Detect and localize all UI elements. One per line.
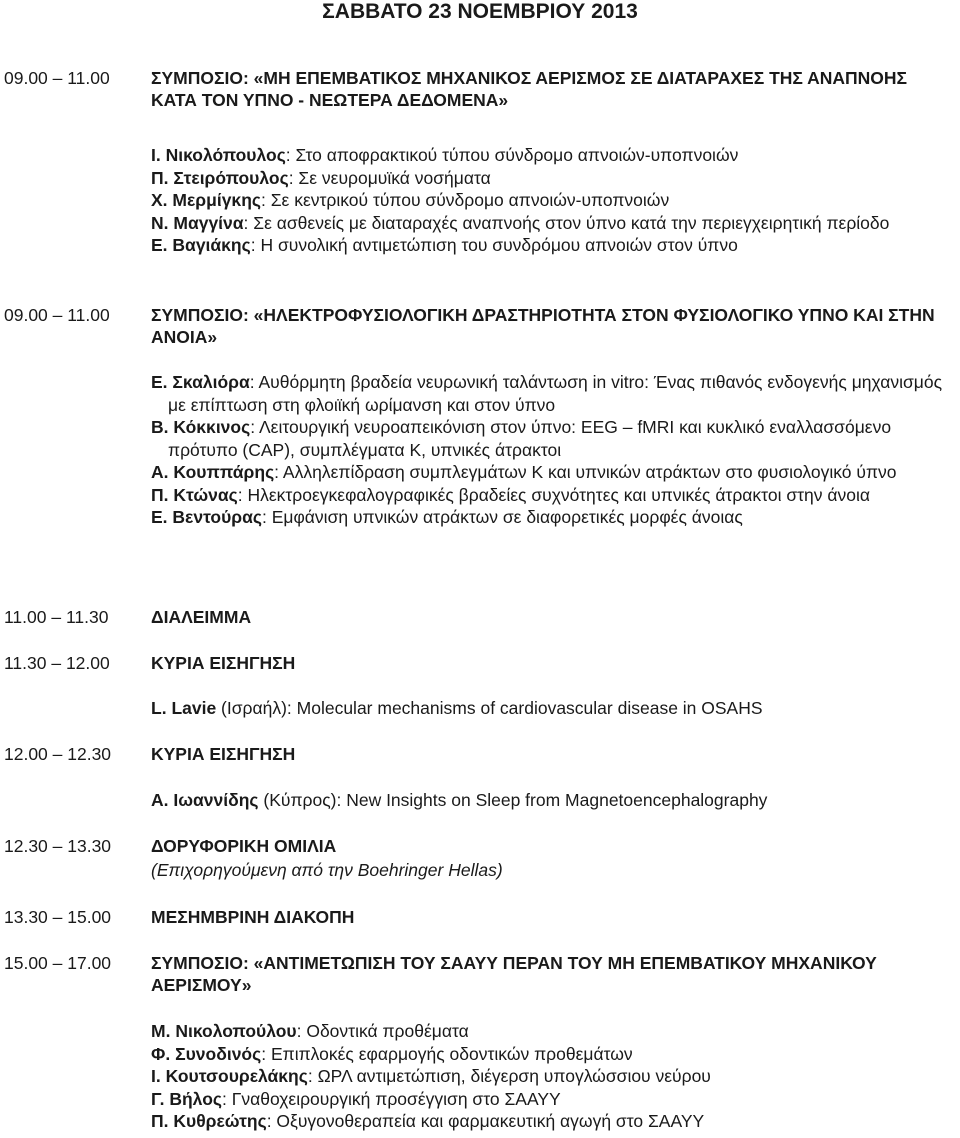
speaker-name: Νικολοπούλου (175, 1021, 297, 1041)
sponsor-note: (Επιχορηγούμενη από την Boehringer Hellas) (151, 860, 503, 880)
talk-title: : Στο αποφρακτικού τύπου σύνδρομο απνοιών-υποπνοιών (285, 145, 739, 165)
speaker-name: Κυθρεώτης (173, 1111, 267, 1131)
talk-item: Ε. Βεντούρας: Εμφάνιση υπνικών ατράκτων σε διαφορετικές μορφές άνοιας (151, 507, 743, 527)
speaker-name: Νικολόπουλος (165, 145, 286, 165)
talk-list (151, 371, 960, 529)
speaker-name: Βήλος (169, 1088, 222, 1109)
talk-list (151, 789, 960, 812)
talk-item: Β. Κόκκινος: Λειτουργική νευροαπεικόνιση στον ύπνο: EEG – fMRI και κυκλικό εναλλασσόμενο πρότυπο (CAP), συμπλέγματα Κ, υπνικές άτρακτοι (151, 417, 892, 460)
session-heading (151, 606, 941, 628)
talk-title: : Αλληλεπίδραση συμπλεγμάτων Κ και υπνικών ατράκτων στο φυσιολογικό ύπνο (274, 462, 897, 482)
talk-item: Ε. Σκαλιόρα: Αυθόρμητη βραδεία νευρωνική ταλάντωση in vitro: Ένας πιθανός ενδογενής μηχανισμός με επίπτωση στη φλοιϊκή ωρίμανση και στον ύπνο (151, 372, 943, 415)
session-heading (151, 67, 941, 111)
session-label: ΣΥΜΠΟΣΙΟ: «ΑΝΤΙΜΕΤΩΠΙΣΗ ΤΟΥ ΣΑΑΥΥ ΠΕΡΑΝ ΤΟΥ ΜΗ ΕΠΕΜΒΑΤΙΚΟΥ ΜΗΧΑΝΙΚΟΥ ΑΕΡΙΣΜΟΥ» (151, 953, 877, 995)
speaker-name: Κτώνας (173, 484, 238, 505)
talk-title: : Επιπλοκές εφαρμογής οδοντικών προθεμάτων (261, 1043, 633, 1064)
session-heading (151, 835, 941, 857)
speaker-name: Ιωαννίδης (173, 790, 259, 810)
session-label: ΔΙΑΛΕΙΜΜΑ (151, 607, 252, 627)
session-heading (151, 906, 941, 928)
talk-title: : Σε ασθενείς με διαταραχές αναπνοής στον ύπνο κατά την περιεγχειρητική περίοδο (243, 212, 890, 233)
talk-title: : Σε νευρομυϊκά νοσήματα (288, 167, 491, 188)
talk-item: Φ. Συνοδινός: Επιπλοκές εφαρμογής οδοντικών προθεμάτων (151, 1043, 633, 1064)
speaker-name: Στειρόπουλος (173, 167, 289, 188)
talk-item: Α. Ιωαννίδης (Κύπρος): New Insights on Sleep from Magnetoencephalography (151, 790, 768, 810)
talk-title: : Σε κεντρικού τύπου σύνδρομο απνοιών-υποπνοιών (260, 190, 670, 210)
talk-item: Μ. Νικολοπούλου: Οδοντικά προθέματα (151, 1021, 469, 1041)
session-title: : «ΗΛΕΚΤΡΟΦΥΣΙΟΛΟΓΙΚΗ ΔΡΑΣΤΗΡΙΟΤΗΤΑ ΣΤΟΝ ΦΥΣΙΟΛΟΓΙΚΟ ΥΠΝΟ ΚΑΙ ΣΤΗΝ ΑΝΟΙΑ» (151, 305, 935, 347)
speaker-name: Μερμίγκης (172, 190, 261, 210)
talk-title: : Εμφάνιση υπνικών ατράκτων σε διαφορετικές μορφές άνοιας (261, 507, 743, 527)
speaker-name: Κουτσουρελάκης (165, 1066, 308, 1086)
talk-title: : Η συνολική αντιμετώπιση του συνδρόμου απνοιών στον ύπνο (250, 235, 738, 255)
talk-item: Ι. Νικολόπουλος: Στο αποφρακτικού τύπου σύνδρομο απνοιών-υποπνοιών (151, 145, 739, 165)
session-heading (151, 952, 941, 996)
session-label: ΔΟΡΥΦΟΡΙΚΗ ΟΜΙΛΙΑ (151, 836, 337, 856)
talk-list (151, 144, 960, 257)
talk-item: Ι. Κουτσουρελάκης: ΩΡΛ αντιμετώπιση, διέγερση υπογλώσσιου νεύρου (151, 1066, 711, 1086)
talk-item: Ε. Βαγιάκης: Η συνολική αντιμετώπιση του συνδρόμου απνοιών στον ύπνο (151, 235, 738, 255)
session-time: 15.00 – 17.00 (4, 953, 112, 973)
talk-title: (Ισραήλ): Molecular mechanisms of cardiovascular disease in OSAHS (216, 698, 763, 718)
speaker-name: Βαγιάκης (172, 235, 251, 255)
talk-title: (Κύπρος): New Insights on Sleep from Magnetoencephalography (258, 790, 768, 810)
session-time: 13.30 – 15.00 (4, 907, 112, 927)
session-label: ΚΥΡΙΑ ΕΙΣΗΓΗΣΗ (151, 744, 296, 764)
talk-title: : ΩΡΛ αντιμετώπιση, διέγερση υπογλώσσιου νεύρου (307, 1066, 711, 1086)
session-heading (151, 304, 941, 348)
talk-item: Α. Κουππάρης: Αλληλεπίδραση συμπλεγμάτων Κ και υπνικών ατράκτων στο φυσιολογικό ύπνο (151, 462, 897, 482)
session-time: 12.00 – 12.30 (4, 744, 112, 764)
talk-item: Ν. Μαγγίνα: Σε ασθενείς με διαταραχές αναπνοής στον ύπνο κατά την περιεγχειρητική περίοδο (151, 212, 890, 233)
speaker-name: Συνοδινός (175, 1043, 262, 1064)
speaker-name: Κουππάρης (173, 462, 275, 482)
session-time: 09.00 – 11.00 (4, 68, 110, 88)
session-time: 12.30 – 13.30 (4, 836, 112, 856)
session-label: ΣΥΜΠΟΣΙΟ (151, 305, 243, 325)
session-label: ΚΥΡΙΑ ΕΙΣΗΓΗΣΗ (151, 653, 296, 673)
speaker-name: Κόκκινος (173, 417, 251, 437)
talk-title: : Γναθοχειρουργική προσέγγιση στο ΣΑΑΥΥ (221, 1088, 561, 1109)
talk-item: Π. Κτώνας: Ηλεκτροεγκεφαλογραφικές βραδείες συχνότητες και υπνικές άτρακτοι στην άνοια (151, 484, 870, 505)
session-label: ΜΕΣΗΜΒΡΙΝΗ ΔΙΑΚΟΠΗ (151, 907, 355, 927)
page-title: ΣΑΒΒΑΤΟ 23 ΝΟΕΜΒΡΙΟΥ 2013 (322, 0, 638, 23)
talk-title: : Οξυγονοθεραπεία και φαρμακευτική αγωγή στο ΣΑΑΥΥ (266, 1111, 705, 1131)
talk-item: Π. Κυθρεώτης: Οξυγονοθεραπεία και φαρμακευτική αγωγή στο ΣΑΑΥΥ (151, 1111, 705, 1131)
talk-item: L. Lavie (Ισραήλ): Molecular mechanisms of cardiovascular disease in OSAHS (151, 698, 763, 718)
session-time: 11.30 – 12.00 (4, 653, 110, 673)
talk-title: : Οδοντικά προθέματα (296, 1021, 469, 1041)
session-heading (151, 652, 941, 674)
talk-title: : Αυθόρμητη βραδεία νευρωνική ταλάντωση in vitro: Ένας πιθανός ενδογενής μηχανισμός με επίπτωση στη φλοιϊκή ωρίμανση και στον ύπνο (168, 372, 943, 415)
session-heading (151, 743, 941, 765)
talk-list (151, 1020, 960, 1133)
session-label: ΣΥΜΠΟΣΙΟ (151, 68, 243, 88)
speaker-name: Σκαλιόρα (172, 372, 250, 392)
session-time: 09.00 – 11.00 (4, 305, 110, 325)
talk-item: Γ. Βήλος: Γναθοχειρουργική προσέγγιση στο ΣΑΑΥΥ (151, 1088, 561, 1109)
speaker-name: Μαγγίνα (173, 212, 244, 233)
speaker-name: Lavie (171, 698, 217, 718)
talk-item: Χ. Μερμίγκης: Σε κεντρικού τύπου σύνδρομο απνοιών-υποπνοιών (151, 190, 670, 210)
talk-title: : Λειτουργική νευροαπεικόνιση στον ύπνο: EEG – fMRI και κυκλικό εναλλασσόμενο πρότυπο (CAP), συμπλέγματα Κ, υπνικές άτρακτοι (168, 417, 892, 460)
talk-item: Π. Στειρόπουλος: Σε νευρομυϊκά νοσήματα (151, 167, 491, 188)
session-title: : «ΜΗ ΕΠΕΜΒΑΤΙΚΟΣ ΜΗΧΑΝΙΚΟΣ ΑΕΡΙΣΜΟΣ ΣΕ ΔΙΑΤΑΡΑΧΕΣ ΤΗΣ ΑΝΑΠΝΟΗΣ ΚΑΤΑ ΤΟΝ ΥΠΝΟ - ΝΕΩΤΕΡΑ ΔΕΔΟΜΕΝΑ» (151, 68, 908, 110)
talk-title: : Ηλεκτροεγκεφαλογραφικές βραδείες συχνότητες και υπνικές άτρακτοι στην άνοια (237, 484, 870, 505)
speaker-name: Βεντούρας (172, 507, 262, 527)
session-time: 11.00 – 11.30 (4, 607, 109, 627)
talk-list (151, 697, 960, 720)
